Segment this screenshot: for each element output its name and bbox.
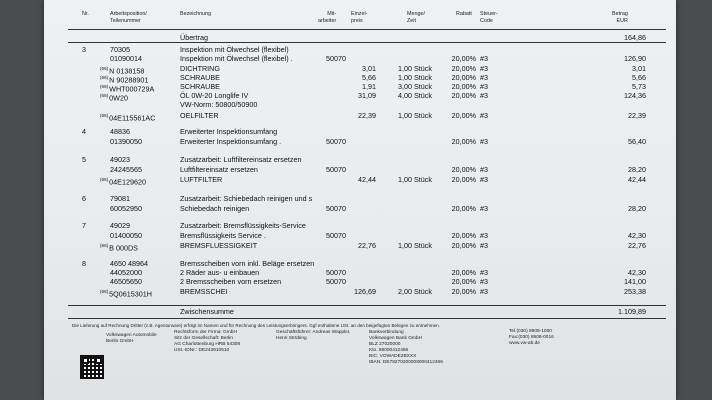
row-part-number: WHT000729A (109, 84, 155, 94)
row-unit-price: 5,66 (362, 73, 376, 82)
row-amount: 126,90 (624, 54, 646, 63)
row-position: 01390050 (110, 137, 142, 146)
row-position: 4650 48964 (110, 259, 148, 268)
col-header-menge: Menge/ Zeit (407, 11, 425, 24)
row-description: Zusatzarbeit: Schiebedach reinigen und s (180, 194, 313, 203)
row-position (100, 287, 152, 298)
row-part-number: N 0138158 (109, 66, 145, 76)
row-description: VW-Norm: 50800/50900 (180, 100, 258, 109)
col-header-nr: Nr. (82, 11, 89, 17)
row-source-marker: (66) (100, 289, 109, 294)
row-amount: 124,36 (624, 91, 646, 100)
row-description: BREMSFLUESSIGKEIT (180, 241, 258, 250)
row-amount: 141,00 (624, 277, 646, 286)
row-description: Inspektion mit Ölwechsel (flexibel) . (180, 54, 293, 63)
row-amount: 5,66 (632, 73, 646, 82)
row-description: OELFILTER (180, 111, 219, 120)
row-employee: 50070 (326, 277, 346, 286)
invoice-sheet (44, 0, 676, 400)
row-position: 79081 (110, 194, 130, 203)
row-amount: 5,73 (632, 82, 646, 91)
row-nr: 5 (82, 155, 86, 164)
row-description: 2 Räder aus- u einbauen (180, 268, 260, 277)
row-unit-price: 1,91 (362, 82, 376, 91)
row-part-number: B 000DS (109, 243, 138, 253)
col-header-position: Arbeitsposition/ Teilenummer (110, 11, 147, 24)
row-description: Inspektion mit Ölwechsel (flexibel) (180, 45, 289, 54)
col-header-betrag: Betrag EUR (612, 11, 628, 24)
row-quantity: 1,00 Stück (398, 73, 432, 82)
row-description: SCHRAUBE (180, 82, 220, 91)
row-amount: 22,39 (628, 111, 646, 120)
row-tax-code: #3 (480, 73, 488, 82)
uebertrag-label: Übertrag (180, 33, 208, 42)
row-position: 49023 (110, 155, 130, 164)
row-description: Bremsscheiben vorn inkl. Beläge ersetzen (180, 259, 315, 268)
row-position (100, 241, 138, 252)
row-position: 01400050 (110, 231, 142, 240)
row-nr: 7 (82, 221, 86, 230)
row-quantity: 3,00 Stück (398, 82, 432, 91)
row-position: 49029 (110, 221, 130, 230)
row-description: Zusatzarbeit: Bremsflüssigkeits-Service (180, 221, 306, 230)
row-description: DICHTRING (180, 64, 220, 73)
row-tax-code: #3 (480, 175, 488, 184)
footer-legal: Rechtsform der Firma: GmbH Sitz der Gesellschaft: Berlin AG Charlottenburg HRB 54308 USt.-IDNr.: DE243910510 (174, 330, 241, 353)
row-unit-price: 42,44 (358, 175, 376, 184)
row-nr: 6 (82, 194, 86, 203)
subtotal-rule-top (68, 305, 666, 306)
row-amount: 42,44 (628, 175, 646, 184)
row-employee: 50070 (326, 231, 346, 240)
row-discount: 20,00% (451, 137, 476, 146)
col-header-mitarbeiter: Mit- arbeiter (318, 11, 337, 24)
col-header-bezeichnung: Bezeichnung (180, 11, 212, 17)
row-position: 46505650 (110, 277, 142, 286)
row-description: Luftfiltereinsatz ersetzen (180, 165, 258, 174)
row-position: 48836 (110, 127, 130, 136)
row-tax-code: #3 (480, 268, 488, 277)
row-discount: 20,00% (451, 165, 476, 174)
row-unit-price: 126,69 (354, 287, 376, 296)
row-tax-code: #3 (480, 231, 488, 240)
header-rule (68, 29, 666, 30)
subtotal-rule-bottom (68, 318, 666, 319)
row-source-marker: (66) (100, 75, 109, 80)
row-description: Bremsflüssigkeits Service . (180, 231, 266, 240)
footer-management: Geschäftsführer: Andreas Wappler, Henri Strübing (276, 330, 351, 341)
row-discount: 20,00% (451, 54, 476, 63)
row-part-number: 0W20 (109, 93, 128, 103)
row-position: 01090014 (110, 54, 142, 63)
row-quantity: 1,00 Stück (398, 111, 432, 120)
subtotal-amount: 1.109,89 (618, 307, 646, 316)
row-employee: 50070 (326, 268, 346, 277)
row-tax-code: #3 (480, 111, 488, 120)
row-tax-code: #3 (480, 54, 488, 63)
row-amount: 42,30 (628, 231, 646, 240)
row-tax-code: #3 (480, 241, 488, 250)
row-quantity: 1,00 Stück (398, 64, 432, 73)
row-quantity: 1,00 Stück (398, 175, 432, 184)
row-discount: 20,00% (451, 268, 476, 277)
row-source-marker: (66) (100, 243, 109, 248)
row-part-number: 04E129620 (109, 177, 146, 187)
row-description: Zusatzarbeit: Luftfiltereinsatz ersetzen (180, 155, 302, 164)
row-discount: 20,00% (451, 231, 476, 240)
row-discount: 20,00% (451, 204, 476, 213)
footer-bank: Bankverbindung Volkswagen Bank GmbH BLZ 27020000 Kto. 88000412466 BIC: VOWADE2BXXX IBAN: DE78270200008000412466 (369, 330, 443, 365)
qr-code (80, 355, 104, 379)
row-unit-price: 3,01 (362, 64, 376, 73)
row-position (100, 175, 146, 186)
row-employee: 50070 (326, 165, 346, 174)
row-discount: 20,00% (451, 241, 476, 250)
row-quantity: 1,00 Stück (398, 241, 432, 250)
row-discount: 20,00% (451, 91, 476, 100)
row-nr: 8 (82, 259, 86, 268)
row-position: 60052950 (110, 204, 142, 213)
row-employee: 50070 (326, 204, 346, 213)
row-amount: 28,20 (628, 204, 646, 213)
row-unit-price: 22,39 (358, 111, 376, 120)
row-discount: 20,00% (451, 64, 476, 73)
row-amount: 28,20 (628, 165, 646, 174)
row-position: 24245565 (110, 165, 142, 174)
col-header-rabatt: Rabatt (456, 11, 472, 17)
row-part-number: 5Q0615301H (109, 289, 152, 299)
row-quantity: 2,00 Stück (398, 287, 432, 296)
footer-company: Volkswagen Automobile Berlin GmbH (106, 333, 157, 344)
row-source-marker: (66) (100, 84, 109, 89)
uebertrag-rule (68, 42, 666, 43)
row-amount: 42,30 (628, 268, 646, 277)
row-tax-code: #3 (480, 204, 488, 213)
row-part-number: N 90288901 (109, 75, 149, 85)
row-amount: 253,38 (624, 287, 646, 296)
row-position (100, 91, 128, 102)
row-part-number: 04E115561AC (109, 113, 156, 123)
row-tax-code: #3 (480, 277, 488, 286)
row-position (100, 111, 155, 122)
row-discount: 20,00% (451, 175, 476, 184)
row-unit-price: 22,76 (358, 241, 376, 250)
row-description: BREMSSCHEI (180, 287, 228, 296)
row-description: ÖL 0W-20 Longlife IV (180, 91, 249, 100)
row-employee: 50070 (326, 54, 346, 63)
row-source-marker: (66) (100, 113, 109, 118)
row-tax-code: #3 (480, 165, 488, 174)
row-source-marker: (66) (100, 93, 109, 98)
row-tax-code: #3 (480, 64, 488, 73)
col-header-steuercode: Steuer- Code (480, 11, 498, 24)
row-amount: 22,76 (628, 241, 646, 250)
row-discount: 20,00% (451, 82, 476, 91)
subtotal-label: Zwischensumme (180, 307, 234, 316)
row-quantity: 4,00 Stück (398, 91, 432, 100)
col-header-einzelpreis: Einzel- preis (351, 11, 368, 24)
row-source-marker: (66) (100, 66, 109, 71)
row-description: Erweiterter Inspektionsumfang (180, 127, 278, 136)
row-tax-code: #3 (480, 82, 488, 91)
row-employee: 50070 (326, 137, 346, 146)
row-discount: 20,00% (451, 277, 476, 286)
row-discount: 20,00% (451, 73, 476, 82)
footer-contact: Tel.(030) 8908-1000 Fax:(030) 8908-0016 www.vw-ab.de (509, 329, 554, 346)
row-description: LUFTFILTER (180, 175, 223, 184)
row-tax-code: #3 (480, 91, 488, 100)
row-description: Erweiterter Inspektionsumfang . (180, 137, 282, 146)
row-source-marker: (66) (100, 177, 109, 182)
row-nr: 3 (82, 45, 86, 54)
delivery-notice: Die Lieferung auf Rechnung Dritter (z.B. Agenturware) erfolgt im Namen und für Rechnung des Leistungserbringers. Ggf enthaltene USt. an den beigefügten Belegen zu entnehmen. (72, 323, 440, 328)
row-amount: 56,40 (628, 137, 646, 146)
row-tax-code: #3 (480, 137, 488, 146)
uebertrag-amount: 164,86 (624, 33, 646, 42)
row-description: Schiebedach reinigen (180, 204, 250, 213)
row-position: 70305 (110, 45, 130, 54)
row-unit-price: 31,09 (358, 91, 376, 100)
row-position: 44052000 (110, 268, 142, 277)
row-tax-code: #3 (480, 287, 488, 296)
row-amount: 3,01 (632, 64, 646, 73)
row-nr: 4 (82, 127, 86, 136)
row-discount: 20,00% (451, 111, 476, 120)
row-discount: 20,00% (451, 287, 476, 296)
row-description: 2 Bremsscheiben vorn ersetzen (180, 277, 282, 286)
row-description: SCHRAUBE (180, 73, 220, 82)
